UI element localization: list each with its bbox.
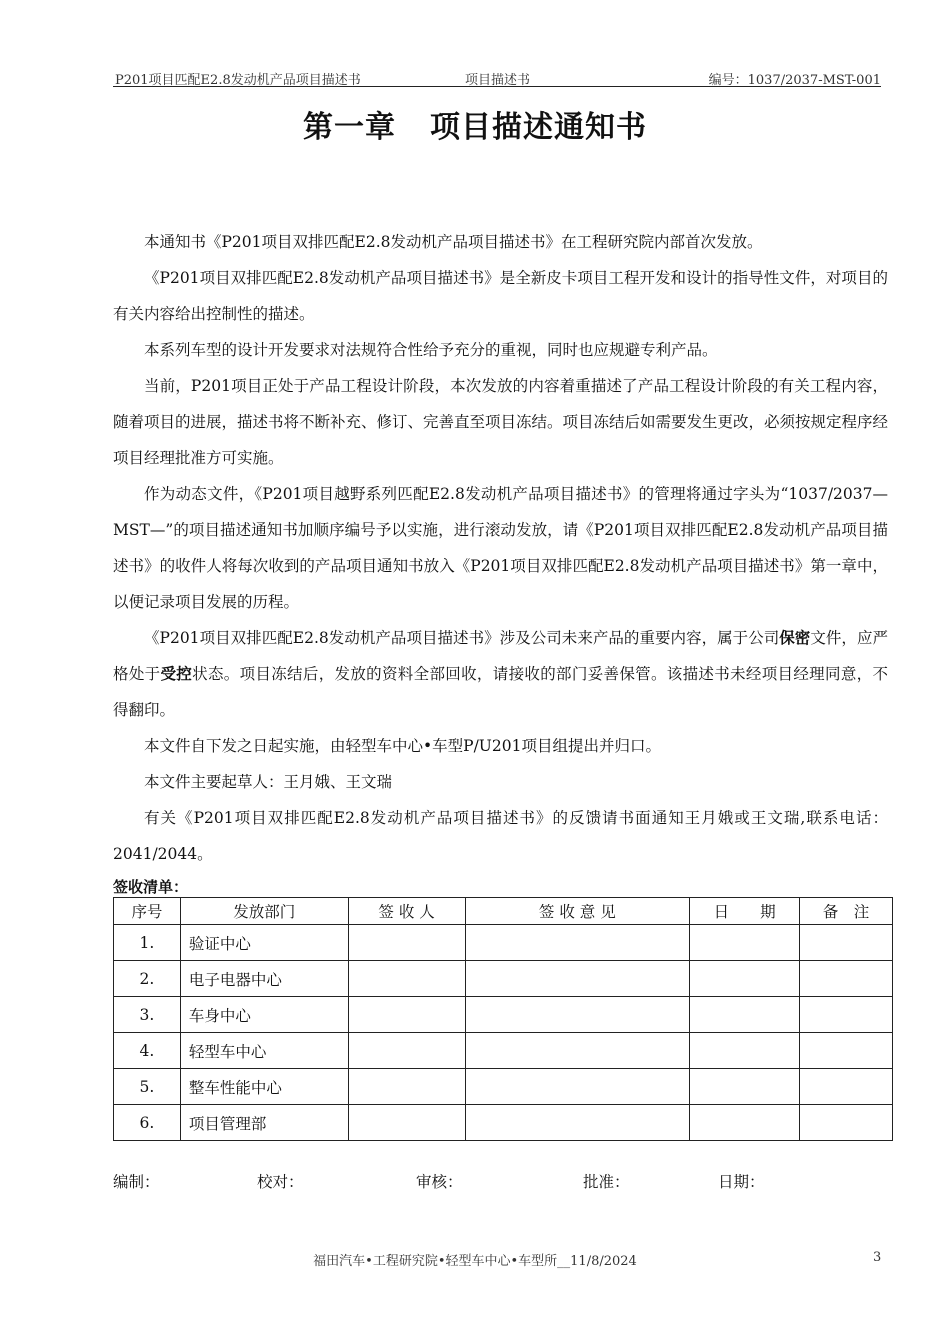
- signer-cell[interactable]: [348, 961, 465, 997]
- header-doc-type: 项目描述书: [465, 73, 531, 88]
- col-header-dept: 发放部门: [180, 898, 348, 925]
- opinion-cell[interactable]: [465, 1033, 690, 1069]
- opinion-cell[interactable]: [465, 925, 690, 961]
- review-label: 审核：: [416, 1173, 463, 1191]
- date-cell[interactable]: [690, 961, 800, 997]
- paragraph-confidential: 《P201项目双排匹配E2.8发动机产品项目描述书》涉及公司未来产品的重要内容，属于公司保密文件，应严格处于受控状态。项目冻结后，发放的资料全部回收，请接收的部门妥善保管。该描述书未经项目经理同意，不得翻印。: [113, 629, 888, 719]
- page-header: [113, 64, 881, 87]
- opinion-cell[interactable]: [465, 961, 690, 997]
- date-cell[interactable]: [690, 925, 800, 961]
- proofread-label: 校对：: [257, 1173, 304, 1191]
- page-number: 3: [873, 1250, 882, 1265]
- chapter-title: [0, 102, 950, 146]
- opinion-cell[interactable]: [465, 997, 690, 1033]
- table-row: 3. 车身中心: [114, 997, 893, 1033]
- sign-list-table: [113, 897, 893, 1141]
- table-header-row: [114, 898, 893, 925]
- remark-cell[interactable]: [800, 925, 893, 961]
- paragraph: 本系列车型的设计开发要求对法规符合性给予充分的重视，同时也应规避专利产品。: [144, 341, 718, 359]
- paragraph: 本通知书《P201项目双排匹配E2.8发动机产品项目描述书》在工程研究院内部首次发放。: [144, 233, 763, 251]
- date-cell[interactable]: [690, 1069, 800, 1105]
- paragraph: 作为动态文件，《P201项目越野系列匹配E2.8发动机产品项目描述书》的管理将通过字头为“1037/2037—MST—”的项目描述通知书加顺序编号予以实施，进行滚动发放，请《P201项目双排匹配E2.8发动机产品项目描述书》的收件人将每次收到的产品项目通知书放入《P201项目双排匹配E2.8发动机产品项目描述书》第一章中，以便记录项目发展的历程。: [113, 485, 888, 611]
- chapter-number: 第一章: [303, 110, 396, 145]
- paragraph: 当前，P201项目正处于产品工程设计阶段，本次发放的内容着重描述了产品工程设计阶段的有关工程内容，随着项目的进展，描述书将不断补充、修订、完善直至项目冻结。项目冻结后如需要发生更改，必须按规定程序经项目经理批准方可实施。: [113, 377, 889, 467]
- col-header-remark: 备 注: [800, 898, 893, 925]
- paragraph: 本文件自下发之日起实施，由轻型车中心•车型P/U201项目组提出并归口。: [144, 737, 661, 755]
- date-cell[interactable]: [690, 997, 800, 1033]
- paragraph: 有关《P201项目双排匹配E2.8发动机产品项目描述书》的反馈请书面通知王月娥或王文瑞,联系电话：2041/2044。: [113, 809, 888, 863]
- compile-label: 编制：: [113, 1173, 160, 1191]
- remark-cell[interactable]: [800, 961, 893, 997]
- confidential-label: 保密: [779, 629, 811, 647]
- col-header-num: 序号: [114, 898, 181, 925]
- remark-cell[interactable]: [800, 1105, 893, 1141]
- approve-label: 批准：: [583, 1173, 630, 1191]
- date-label: 日期：: [718, 1173, 765, 1191]
- table-row: 4. 轻型车中心: [114, 1033, 893, 1069]
- table-row: 2. 电子电器中心: [114, 961, 893, 997]
- notice-body: [113, 224, 888, 872]
- date-cell[interactable]: [690, 1033, 800, 1069]
- signer-cell[interactable]: [348, 1069, 465, 1105]
- sign-list-title: 签收清单：: [113, 878, 189, 896]
- header-doc-number: 编号：1037/2037-MST-001: [708, 73, 881, 88]
- header-doc-title: P201项目匹配E2.8发动机产品项目描述书: [115, 73, 361, 88]
- remark-cell[interactable]: [800, 997, 893, 1033]
- paragraph: 《P201项目双排匹配E2.8发动机产品项目描述书》是全新皮卡项目工程开发和设计的指导性文件，对项目的有关内容给出控制性的描述。: [113, 269, 888, 323]
- paragraph: 本文件主要起草人：王月娥、王文瑞: [144, 773, 393, 791]
- col-header-signer: 签 收 人: [348, 898, 465, 925]
- table-row: 1. 验证中心: [114, 925, 893, 961]
- controlled-label: 受控: [160, 665, 193, 683]
- date-cell[interactable]: [690, 1105, 800, 1141]
- remark-cell[interactable]: [800, 1069, 893, 1105]
- chapter-name: 项目描述通知书: [430, 110, 647, 145]
- signer-cell[interactable]: [348, 1033, 465, 1069]
- signer-cell[interactable]: [348, 1105, 465, 1141]
- opinion-cell[interactable]: [465, 1069, 690, 1105]
- page-footer: 福田汽车•工程研究院•轻型车中心•车型所__11/8/2024: [313, 1254, 637, 1269]
- signer-cell[interactable]: [348, 997, 465, 1033]
- opinion-cell[interactable]: [465, 1105, 690, 1141]
- table-row: 5. 整车性能中心: [114, 1069, 893, 1105]
- remark-cell[interactable]: [800, 1033, 893, 1069]
- col-header-date: 日 期: [690, 898, 800, 925]
- signer-cell[interactable]: [348, 925, 465, 961]
- col-header-opinion: 签 收 意 见: [465, 898, 690, 925]
- table-row: 6. 项目管理部: [114, 1105, 893, 1141]
